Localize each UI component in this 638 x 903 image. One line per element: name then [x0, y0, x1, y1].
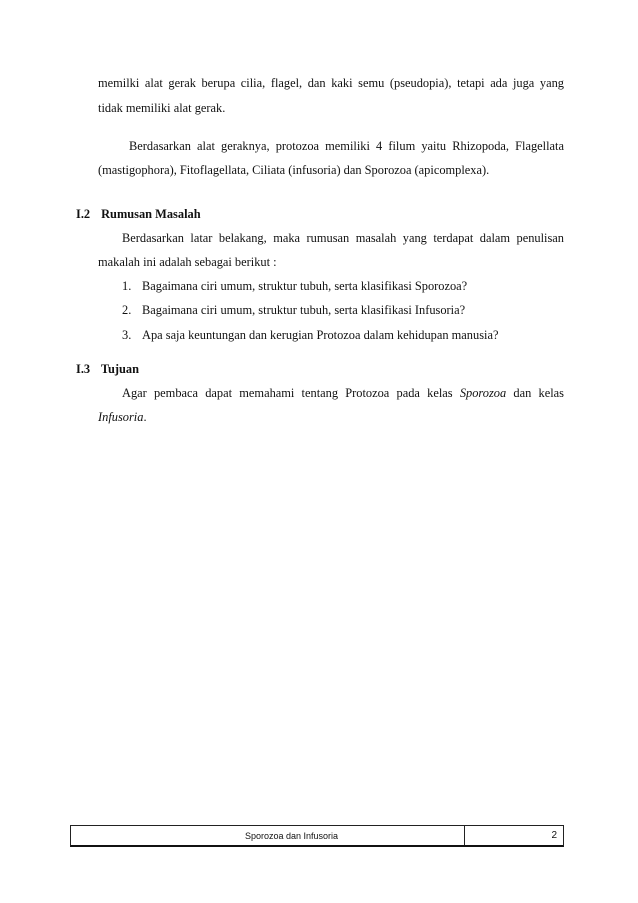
list-item-text: Apa saja keuntungan dan kerugian Protozoa dalam kehidupan manusia? — [142, 328, 499, 342]
tujuan-emphasis-sporozoa: Sporozoa — [459, 386, 507, 400]
tujuan-emphasis-infusoria: Infusoria — [98, 410, 144, 424]
list-item-text: Bagaimana ciri umum, struktur tubuh, serta klasifikasi Infusoria? — [142, 303, 466, 317]
list-marker: 1. — [122, 279, 132, 293]
footer-title: Sporozoa dan Infusoria — [71, 826, 465, 845]
tujuan-line-2 — [98, 411, 147, 423]
tujuan-text-part-2: dan kelas — [513, 386, 564, 400]
intro-line-3: Berdasarkan alat geraknya, protozoa memiliki 4 filum yaitu Rhizopoda, Flagellata — [129, 139, 564, 153]
rumusan-para-line-2: makalah ini adalah sebagai berikut : — [98, 255, 277, 269]
list-item — [122, 304, 465, 316]
list-item-text: Bagaimana ciri umum, struktur tubuh, serta klasifikasi Sporozoa? — [142, 279, 468, 293]
section-number: I.3 — [76, 362, 91, 376]
list-item — [122, 280, 467, 292]
rumusan-para-line-1: Berdasarkan latar belakang, maka rumusan masalah yang terdapat dalam penulisan — [122, 231, 564, 245]
tujuan-line-end: . — [143, 410, 147, 424]
intro-line-1: memilki alat gerak berupa cilia, flagel, dan kaki semu (pseudopia), tetapi ada juga yang — [98, 76, 564, 90]
tujuan-text-part-1: Agar pembaca dapat memahami tentang Protozoa pada kelas — [122, 386, 453, 400]
list-marker: 3. — [122, 328, 132, 342]
intro-line-4: (mastigophora), Fitoflagellata, Ciliata (infusoria) dan Sporozoa (apicomplexa). — [98, 163, 490, 177]
section-title: Tujuan — [100, 362, 139, 376]
page-footer — [70, 825, 564, 847]
intro-line-2: tidak memiliki alat gerak. — [98, 101, 226, 115]
tujuan-line-1 — [122, 387, 564, 399]
section-title: Rumusan Masalah — [101, 207, 201, 221]
list-item — [122, 329, 498, 341]
list-marker: 2. — [122, 303, 132, 317]
section-heading-tujuan — [76, 363, 139, 375]
section-heading-rumusan — [76, 208, 201, 220]
section-number: I.2 — [76, 207, 91, 221]
page-number: 2 — [551, 830, 557, 841]
